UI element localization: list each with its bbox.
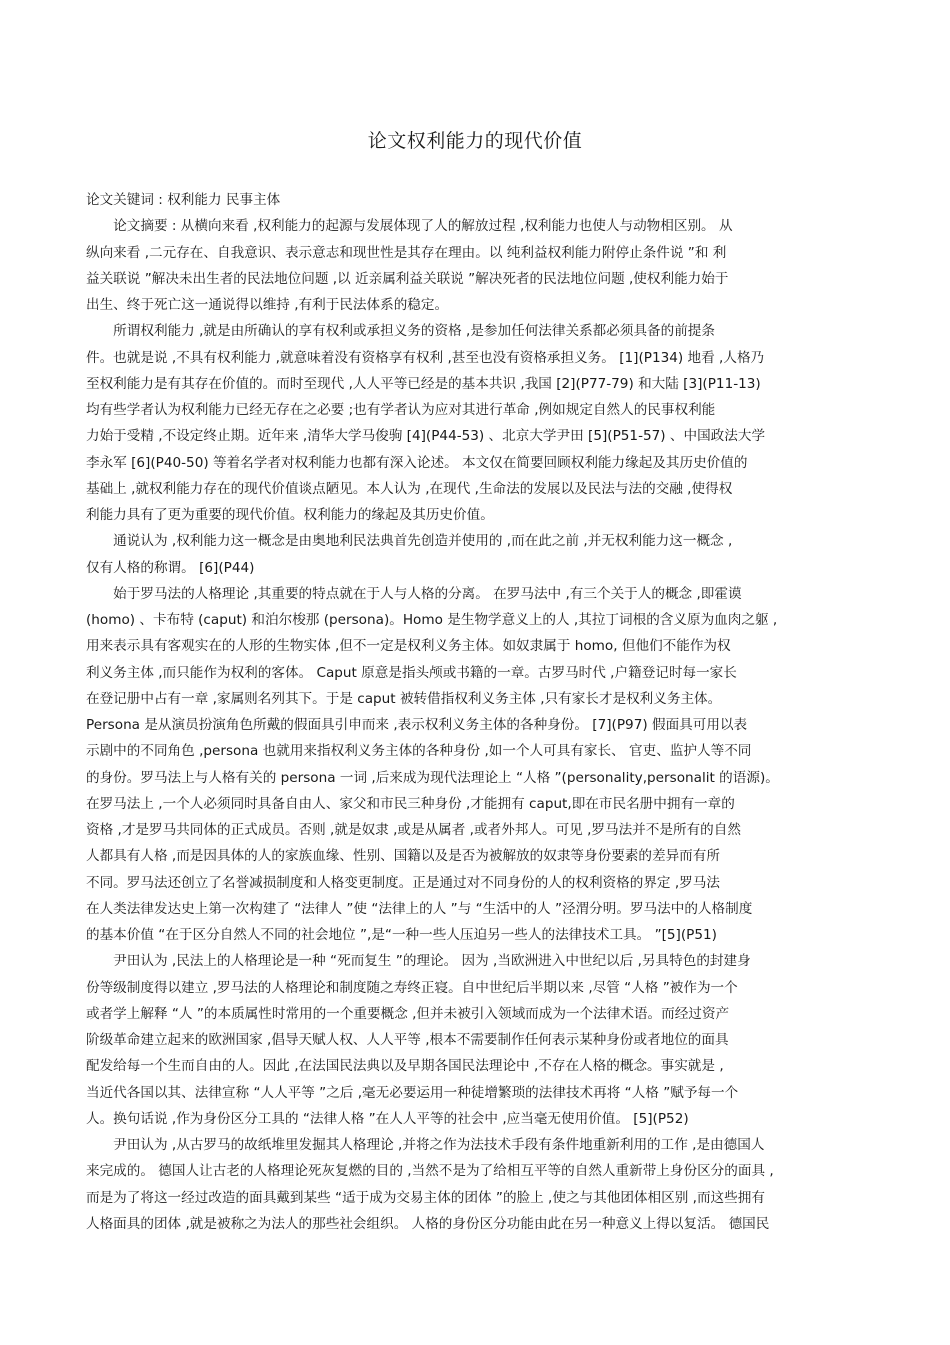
text-line: 仅有人格的称谓。 [6](P44)	[86, 559, 255, 576]
text-line: 论文关键词 : 权利能力 民事主体	[86, 192, 281, 208]
text-line: 在人类法律发达史上第一次构建了 “法律人 ”使 “法律上的人 ”与 “生活中的人 ”泾渭分明。罗马法中的人格制度	[86, 900, 753, 917]
text-line: 出生、终于死亡这一通说得以维持 ,有利于民法体系的稳定。	[86, 297, 449, 313]
text-line: 均有些学者认为权利能力已经无存在之必要 ;也有学者认为应对其进行革命 ,例如规定自然人的民事权利能	[86, 402, 716, 418]
document-body	[86, 187, 870, 1237]
text-line: 的基本价值 “在于区分自然人不同的社会地位 ”,是“一种一些人压迫另一些人的法律技术工具。 ”[5](P51)	[86, 927, 717, 943]
text-line: 来完成的。 德国人让古老的人格理论死灰复燃的目的 ,当然不是为了给相互平等的自然人重新带上身份区分的面具 ,	[86, 1163, 774, 1180]
text-line: 纵向来看 ,二元存在、自我意识、表示意志和现世性是其存在理由。以 纯利益权利能力附停止条件说 ”和 利	[86, 244, 727, 261]
text-line: 所谓权利能力 ,就是由所确认的享有权利或承担义务的资格 ,是参加任何法律关系都必须具备的前提条	[86, 323, 715, 340]
text-line: 配发给每一个生而自由的人。因此 ,在法国民法典以及早期各国民法理论中 ,不存在人格的概念。事实就是 ,	[86, 1058, 724, 1075]
text-line: 示剧中的不同角色 ,persona 也就用来指权利义务主体的各种身份 ,如一个人可具有家长、 官吏、监护人等不同	[86, 743, 752, 760]
text-line: 基础上 ,就权利能力存在的现代价值谈点陋见。本人认为 ,在现代 ,生命法的发展以及民法与法的交融 ,使得权	[86, 480, 733, 497]
text-line: 人都具有人格 ,而是因具体的人的家族血缘、性别、国籍以及是否为被解放的奴隶等身份要素的差异而有所	[86, 848, 720, 865]
text-line: Persona 是从演员扮演角色所戴的假面具引申而来 ,表示权利义务主体的各种身份。 [7](P97) 假面具可用以表	[86, 717, 748, 733]
text-line: 利义务主体 ,而只能作为权利的客体。 Caput 原意是指头颅或书籍的一章。古罗马时代 ,户籍登记时每一家长	[86, 664, 737, 681]
text-line: 用来表示具有客观实在的人形的生物实体 ,但不一定是权利义务主体。如奴隶属于 homo, 但他们不能作为权	[86, 638, 731, 655]
text-line: 在罗马法上 ,一个人必须同时具备自由人、家父和市民三种身份 ,才能拥有 caput,即在市民名册中拥有一章的	[86, 795, 735, 812]
text-line: 阶级革命建立起来的欧洲国家 ,倡导天赋人权、人人平等 ,根本不需要制作任何表示某种身份或者地位的面具	[86, 1032, 729, 1048]
text-line: 份等级制度得以建立 ,罗马法的人格理论和制度随之寿终正寝。自中世纪后半期以来 ,尽管 “人格 ”被作为一个	[86, 979, 738, 996]
text-line: 不同。罗马法还创立了名誉减损制度和人格变更制度。正是通过对不同身份的人的权利资格的界定 ,罗马法	[86, 874, 720, 891]
text-line: 通说认为 ,权利能力这一概念是由奥地利民法典首先创造并使用的 ,而在此之前 ,并无权利能力这一概念 ,	[86, 533, 733, 550]
text-line: 的身份。罗马法上与人格有关的 persona 一词 ,后来成为现代法理论上 “人格 ”(personality,personalit 的语源)。	[86, 769, 779, 786]
text-line: 至权利能力是有其存在价值的。而时至现代 ,人人平等已经是的基本共识 ,我国 [2](P77-79) 和大陆 [3](P11-13)	[86, 375, 761, 392]
document-title: 论文权利能力的现代价值	[367, 130, 583, 152]
text-line: 李永军 [6](P40-50) 等着名学者对权利能力也都有深入论述。 本文仅在简要回顾权利能力缘起及其历史价值的	[86, 454, 748, 471]
text-line: 人格面具的团体 ,就是被称之为法人的那些社会组织。 人格的身份区分功能由此在另一种意义上得以复活。 德国民	[86, 1215, 770, 1232]
text-line: 力始于受精 ,不设定终止期。近年来 ,清华大学马俊驹 [4](P44-53) 、北京大学尹田 [5](P51-57) 、中国政法大学	[86, 428, 766, 445]
text-line: (homo) 、卡布特 (caput) 和泊尔梭那 (persona)。Homo 是生物学意义上的人 ,其拉丁词根的含义原为血肉之躯 ,	[86, 612, 778, 628]
text-line: 或者学上解释 “人 ”的本质属性时常用的一个重要概念 ,但并未被引入领域而成为一个法律术语。而经过资产	[86, 1005, 730, 1022]
text-line: 而是为了将这一经过改造的面具戴到某些 “适于成为交易主体的团体 ”的脸上 ,使之与其他团体相区别 ,而这些拥有	[86, 1189, 765, 1206]
text-line: 当近代各国以其、法律宣称 “人人平等 ”之后 ,毫无必要运用一种徒增繁琐的法律技术再将 “人格 ”赋予每一个	[86, 1084, 739, 1101]
text-line: 尹田认为 ,民法上的人格理论是一种 “死而复生 ”的理论。 因为 ,当欧洲进入中世纪以后 ,另具特色的封建身	[86, 953, 751, 970]
text-line: 在登记册中占有一章 ,家属则名列其下。于是 caput 被转借指权利义务主体 ,只有家长才是权利义务主体。	[86, 690, 722, 707]
text-line: 利能力具有了更为重要的现代价值。权利能力的缘起及其历史价值。	[86, 507, 494, 523]
text-line: 始于罗马法的人格理论 ,其重要的特点就在于人与人格的分离。 在罗马法中 ,有三个关于人的概念 ,即霍谟	[86, 585, 742, 602]
text-line: 益关联说 ”解决未出生者的民法地位问题 ,以 近亲属利益关联说 ”解决死者的民法地位问题 ,使权利能力始于	[86, 270, 729, 287]
text-line: 件。也就是说 ,不具有权利能力 ,就意味着没有资格享有权利 ,甚至也没有资格承担义务。 [1](P134) 地看 ,人格乃	[86, 349, 765, 366]
text-line: 尹田认为 ,从古罗马的故纸堆里发掘其人格理论 ,并将之作为法技术手段有条件地重新利用的工作 ,是由德国人	[86, 1137, 765, 1153]
text-line: 论文摘要 : 从横向来看 ,权利能力的起源与发展体现了人的解放过程 ,权利能力也使人与动物相区别。 从	[86, 218, 733, 235]
text-line: 资格 ,才是罗马共同体的正式成员。否则 ,就是奴隶 ,或是从属者 ,或者外邦人。可见 ,罗马法并不是所有的自然	[86, 822, 741, 838]
text-line: 人。换句话说 ,作为身份区分工具的 “法律人格 ”在人人平等的社会中 ,应当毫无使用价值。 [5](P52)	[86, 1110, 689, 1127]
